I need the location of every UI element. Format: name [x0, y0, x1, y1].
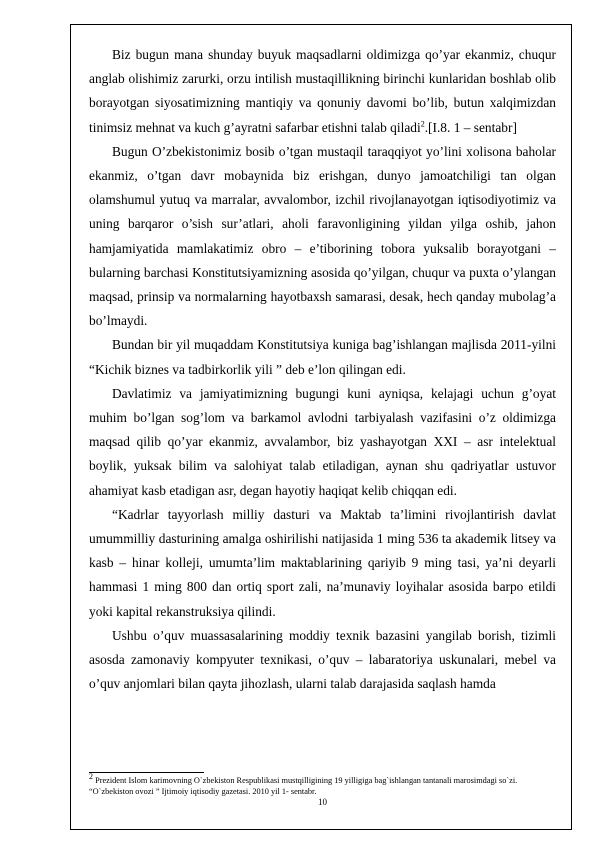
- footnote-reference[interactable]: 2: [420, 119, 425, 129]
- paragraph-2: Bugun O’zbekistonimiz bosib o’tgan mustaqil taraqqiyot yo’lini xolisona baholar ekanmiz, o’tgan davr mobaynida biz erishgan, dunyo jamoatchiligi tan olgan olamshumul yutuq va marralar, avvalombor, izchil rivojlanayotgan iqtisodiyotimiz va uning barqaror o’sish sur’atlari, aholi faravonligining yildan yilga oshib, jahon hamjamiyatida mamlakatimiz obro – e’tiborining tobora yuksalib borayotgani – bularning barchasi Konstitutsiyamizning asosida qo’yilgan, chuqur va puxta o’ylangan maqsad, prinsip va normalarning hayotbaxsh samarasi, desak, hech qanday mubolag’a bo’lmaydi.: [89, 143, 556, 329]
- footnote-marker: 2: [89, 772, 93, 782]
- paragraph-5: “Kadrlar tayyorlash milliy dasturi va Maktab ta’limini rivojlantirish davlat umummilliy dasturining amalga oshirilishi natijasida 1 ming 536 ta akademik litsey va kasb – hinar kolleji, umumta’lim maktablarining qariyib 9 ming tasi, ya’ni deyarli hammasi 1 ming 800 dan ortiq sport zali, na’munaviy loyihalar asosida barpo etildi yoki kapital rekanstruksiya qilindi.: [89, 506, 556, 619]
- footnote-divider: [89, 772, 204, 773]
- document-body: [89, 43, 556, 696]
- footnote-area: [89, 772, 556, 797]
- paragraph-1: [89, 43, 556, 140]
- paragraph-3: Bundan bir yil muqaddam Konstitutsiya kuniga bag’ishlangan majlisda 2011-yilni “Kichik biznes va tadbirkorlik yili ” deb e’lon qilingan edi.: [89, 337, 556, 377]
- paragraph-1-citation: .[I.8. 1 – sentabr]: [424, 119, 517, 135]
- page-number: 10: [318, 797, 327, 807]
- paragraph-1-text: Biz bugun mana shunday buyuk maqsadlarni oldimizga qo’yar ekanmiz, chuqur anglab olishimiz zarurki, orzu intilish mustaqillikning birinchi kunlaridan boshlab olib borayotgan siyosatimizning mantiqiy va qonuniy davomi bo’lib, butun xalqimizdan tinimsiz mehnat va kuch g’ayratni safarbar etishni talab qiladi: [89, 47, 556, 135]
- paragraph-6: Ushbu o’quv muassasalarining moddiy texnik bazasini yangilab borish, tizimli asosda zamonaviy kompyuter texnikasi, o’quv – labaratoriya uskunalari, mebel va o’quv anjomlari bilan qayta jihozlash, ularni talab darajasida saqlash hamda: [89, 627, 556, 692]
- paragraph-4: Davlatimiz va jamiyatimizning bugungi kuni ayniqsa, kelajagi uchun g’oyat muhim bo’lgan sog’lom va barkamol avlodni tarbiyalash vazifasini o’z oldimizga maqsad qilib qo’yar ekanmiz, avvalambor, biz yashayotgan XXI – asr intelektual boylik, yuksak bilim va salohiyat talab etiladigan, aynan shu qadriyatlar ustuvor ahamiyat kasb etadigan asr, degan hayotiy haqiqat kelib chiqqan edi.: [89, 385, 556, 498]
- footnote: [89, 772, 556, 797]
- footnote-text: Prezident Islom karimovning O`zbekiston Respublikasi mustqilligining 19 yilligiga bag`ishlangan tantanali marosimdagi so`zi. “O`zbekiston ovozi ” Ijtimoiy iqtisodiy gazetasi. 2010 yil 1- sentabr.: [89, 776, 518, 796]
